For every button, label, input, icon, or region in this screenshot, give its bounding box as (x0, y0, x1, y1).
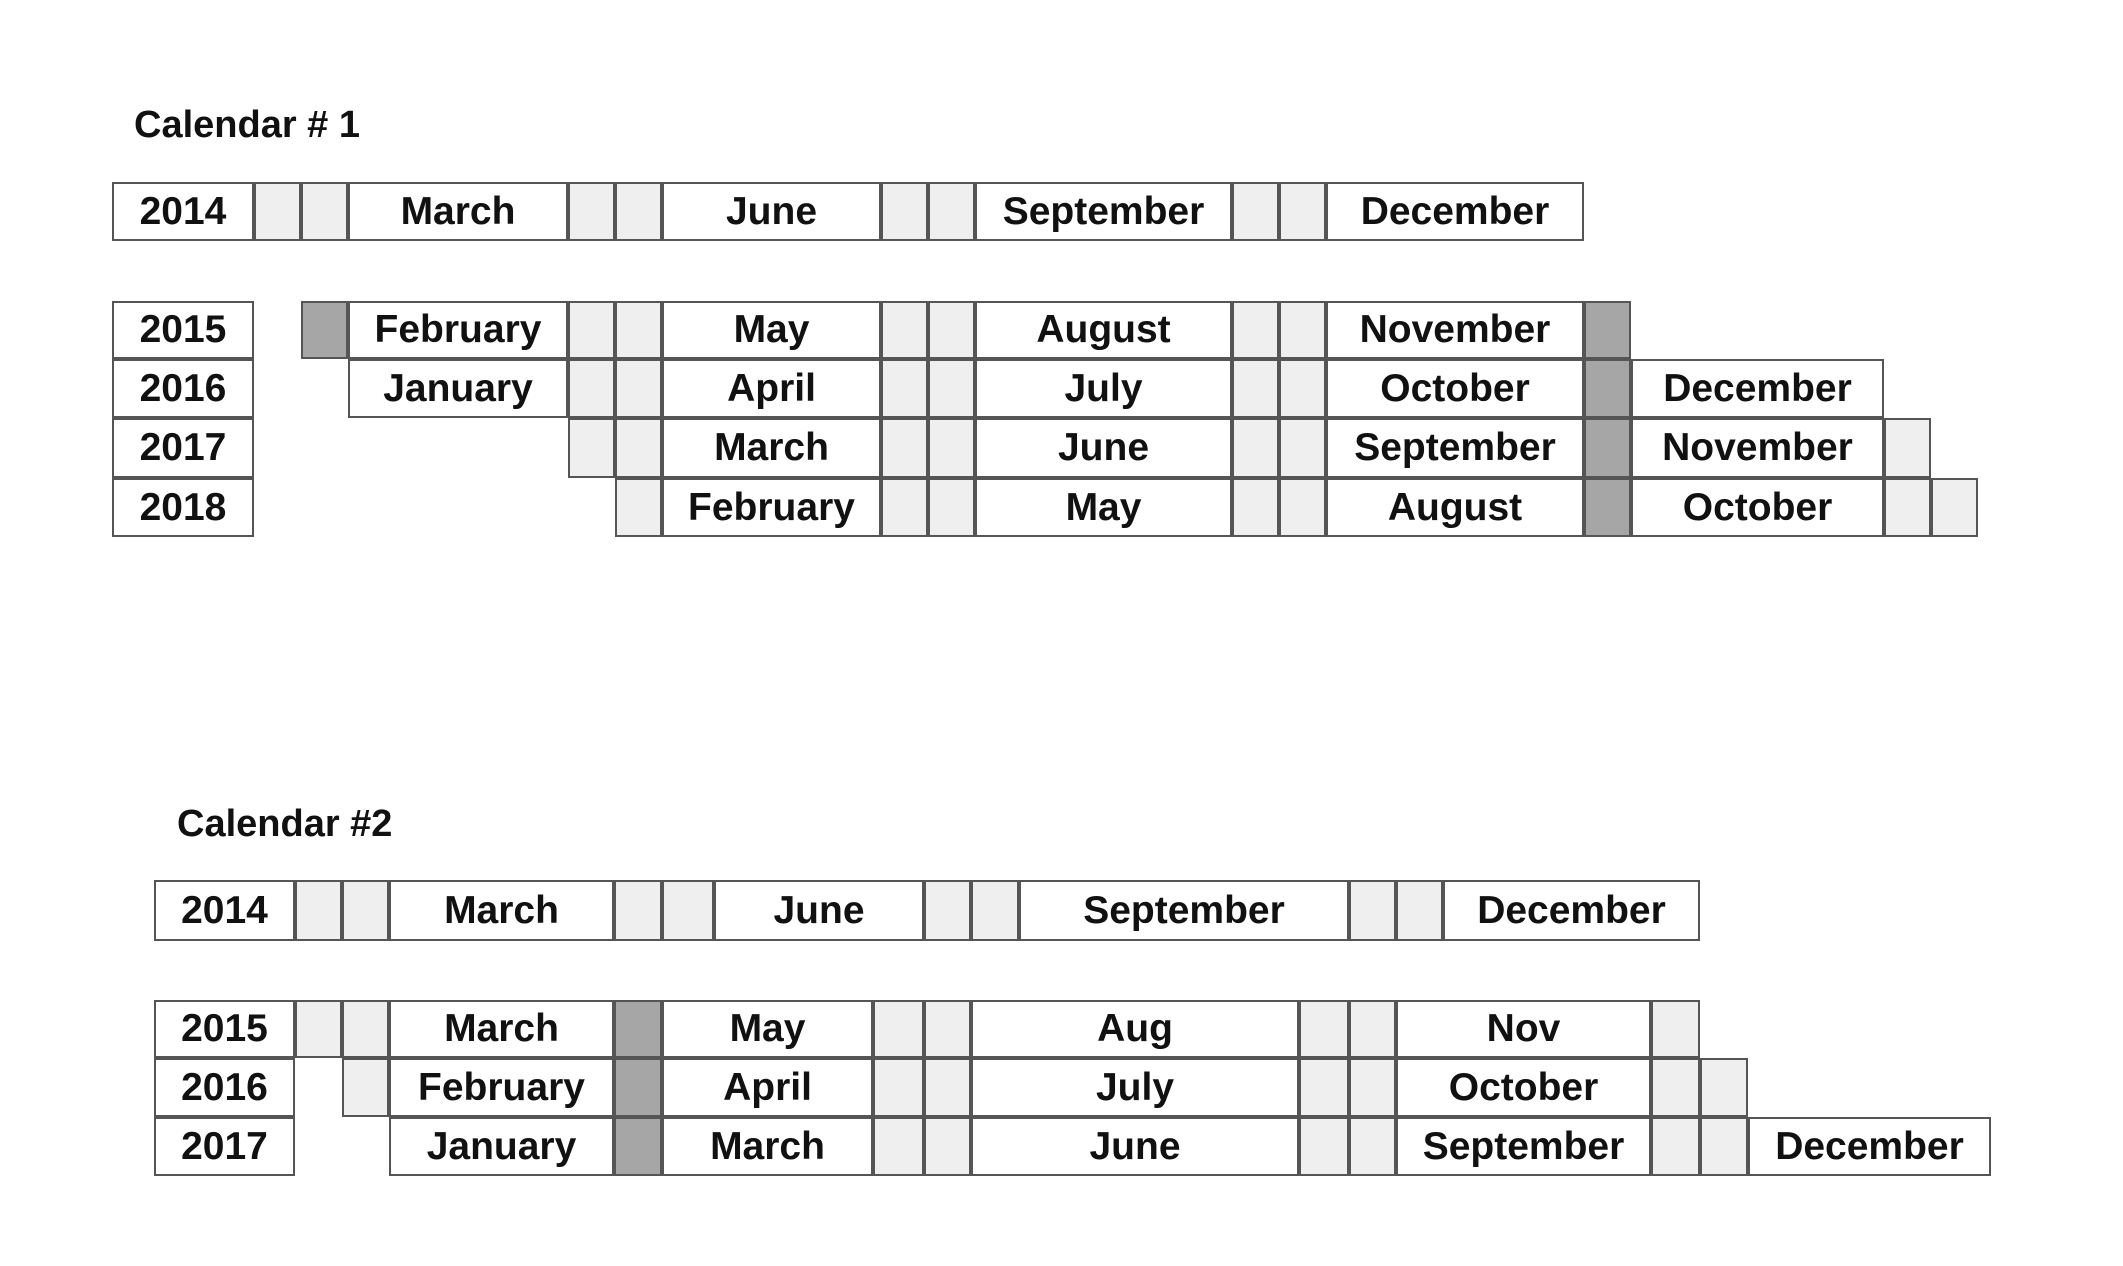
year-cell: 2014 (112, 182, 254, 241)
week-cell (1232, 359, 1279, 418)
week-cell (928, 359, 975, 418)
week-cell (1232, 418, 1279, 478)
month-cell: February (662, 478, 881, 537)
month-cell: December (1631, 359, 1884, 418)
week-cell (873, 1000, 924, 1058)
week-cell (615, 182, 662, 241)
week-cell (1584, 418, 1631, 478)
week-cell (1884, 478, 1931, 537)
month-cell: March (662, 418, 881, 478)
week-cell (1349, 1117, 1396, 1176)
week-cell (295, 1000, 342, 1058)
week-cell (924, 1117, 971, 1176)
week-cell (615, 359, 662, 418)
month-cell: November (1631, 418, 1884, 478)
week-cell (1299, 1000, 1349, 1058)
month-cell: September (1326, 418, 1584, 478)
week-cell (1651, 1117, 1700, 1176)
month-cell: October (1396, 1058, 1651, 1117)
week-cell (295, 880, 342, 941)
week-cell (614, 1058, 662, 1117)
week-cell (1700, 1117, 1748, 1176)
week-cell (615, 301, 662, 359)
month-cell: March (389, 880, 614, 941)
week-cell (342, 1058, 389, 1117)
week-cell (873, 1058, 924, 1117)
month-cell: October (1326, 359, 1584, 418)
week-cell (1651, 1000, 1700, 1058)
week-cell (1279, 301, 1326, 359)
month-cell: September (1019, 880, 1349, 941)
week-cell (971, 880, 1019, 941)
week-cell (924, 1000, 971, 1058)
year-cell: 2016 (112, 359, 254, 418)
month-cell: November (1326, 301, 1584, 359)
week-cell (928, 418, 975, 478)
month-cell: February (348, 301, 568, 359)
month-cell: January (389, 1117, 614, 1176)
week-cell (881, 359, 928, 418)
week-cell (254, 182, 301, 241)
year-cell: 2015 (154, 1000, 295, 1058)
month-cell: June (662, 182, 881, 241)
week-cell (881, 418, 928, 478)
week-cell (614, 880, 662, 941)
month-cell: December (1326, 182, 1584, 241)
week-cell (924, 880, 971, 941)
week-cell (342, 880, 389, 941)
week-cell (615, 478, 662, 537)
week-cell (568, 182, 615, 241)
week-cell (1884, 418, 1931, 478)
month-cell: March (389, 1000, 614, 1058)
month-cell: December (1748, 1117, 1991, 1176)
month-cell: February (389, 1058, 614, 1117)
week-cell (1584, 359, 1631, 418)
week-cell (1299, 1117, 1349, 1176)
month-cell: June (971, 1117, 1299, 1176)
year-cell: 2017 (112, 418, 254, 478)
week-cell (568, 301, 615, 359)
month-cell: March (348, 182, 568, 241)
week-cell (1584, 301, 1631, 359)
month-cell: April (662, 1058, 873, 1117)
calendar-title: Calendar #2 (177, 803, 393, 845)
month-cell: December (1443, 880, 1700, 941)
month-cell: September (975, 182, 1232, 241)
month-cell: March (662, 1117, 873, 1176)
week-cell (301, 301, 348, 359)
week-cell (1349, 1000, 1396, 1058)
week-cell (1232, 301, 1279, 359)
month-cell: August (1326, 478, 1584, 537)
year-cell: 2018 (112, 478, 254, 537)
week-cell (928, 301, 975, 359)
month-cell: June (714, 880, 924, 941)
calendar-title: Calendar # 1 (134, 104, 360, 146)
week-cell (881, 182, 928, 241)
week-cell (1279, 182, 1326, 241)
week-cell (924, 1058, 971, 1117)
month-cell: July (971, 1058, 1299, 1117)
week-cell (1931, 478, 1978, 537)
month-cell: September (1396, 1117, 1651, 1176)
week-cell (614, 1000, 662, 1058)
week-cell (873, 1117, 924, 1176)
month-cell: Nov (1396, 1000, 1651, 1058)
week-cell (1396, 880, 1443, 941)
month-cell: June (975, 418, 1232, 478)
week-cell (614, 1117, 662, 1176)
week-cell (1279, 478, 1326, 537)
week-cell (1349, 880, 1396, 941)
week-cell (1349, 1058, 1396, 1117)
week-cell (928, 182, 975, 241)
month-cell: October (1631, 478, 1884, 537)
year-cell: 2014 (154, 880, 295, 941)
month-cell: May (662, 1000, 873, 1058)
week-cell (1232, 478, 1279, 537)
month-cell: August (975, 301, 1232, 359)
year-cell: 2017 (154, 1117, 295, 1176)
year-cell: 2016 (154, 1058, 295, 1117)
week-cell (568, 418, 615, 478)
week-cell (1279, 359, 1326, 418)
month-cell: January (348, 359, 568, 418)
week-cell (1700, 1058, 1748, 1117)
month-cell: May (975, 478, 1232, 537)
week-cell (881, 478, 928, 537)
week-cell (568, 359, 615, 418)
month-cell: April (662, 359, 881, 418)
week-cell (615, 418, 662, 478)
week-cell (881, 301, 928, 359)
year-cell: 2015 (112, 301, 254, 359)
week-cell (1279, 418, 1326, 478)
week-cell (1584, 478, 1631, 537)
week-cell (1232, 182, 1279, 241)
week-cell (1299, 1058, 1349, 1117)
month-cell: May (662, 301, 881, 359)
week-cell (662, 880, 714, 941)
month-cell: July (975, 359, 1232, 418)
week-cell (342, 1000, 389, 1058)
week-cell (928, 478, 975, 537)
week-cell (1651, 1058, 1700, 1117)
week-cell (301, 182, 348, 241)
month-cell: Aug (971, 1000, 1299, 1058)
